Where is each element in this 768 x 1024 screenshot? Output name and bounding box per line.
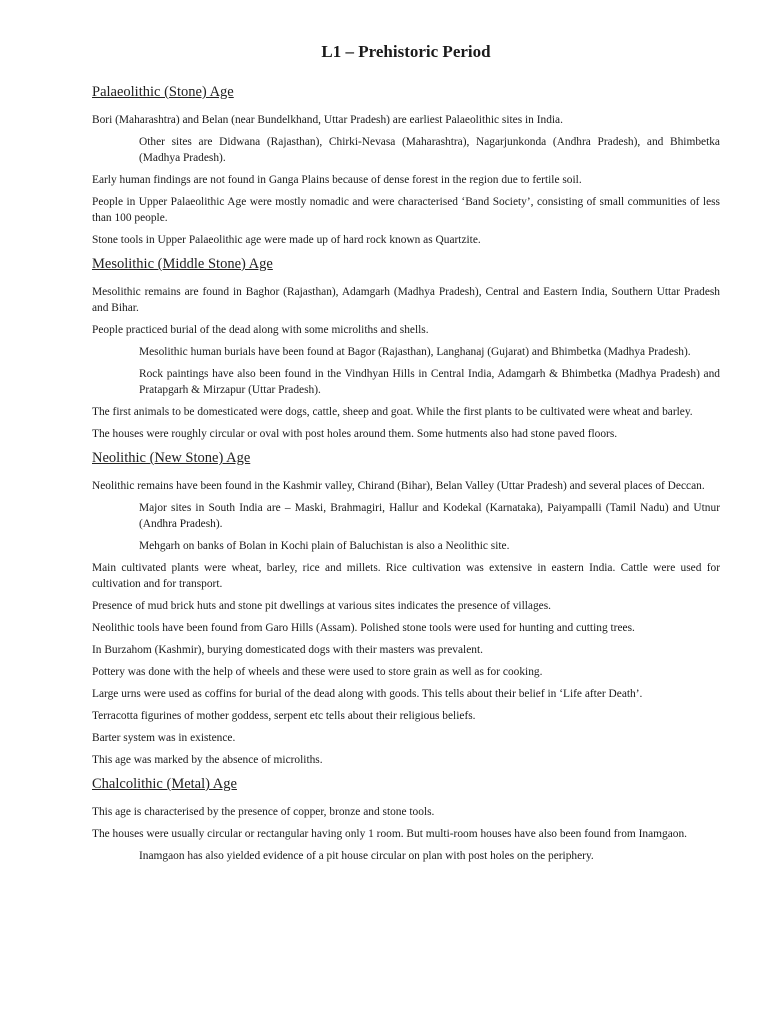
indented-paragraph: Other sites are Didwana (Rajasthan), Chirki-Nevasa (Maharashtra), Nagarjunkonda (Andhra Pradesh), and Bhimbetka (Madhya Pradesh). xyxy=(139,136,720,164)
paragraph: People in Upper Palaeolithic Age were mostly nomadic and were characterised ‘Band Society’, consisting of small communities of less than 100 people. xyxy=(92,196,720,224)
paragraph: Mesolithic remains are found in Baghor (Rajasthan), Adamgarh (Madhya Pradesh), Central and Eastern India, Southern Uttar Pradesh and Bihar. xyxy=(92,286,720,314)
paragraph: Neolithic tools have been found from Garo Hills (Assam). Polished stone tools were used for hunting and cutting trees. xyxy=(92,622,635,634)
paragraph: Stone tools in Upper Palaeolithic age were made up of hard rock known as Quartzite. xyxy=(92,234,481,246)
paragraph: Barter system was in existence. xyxy=(92,732,236,744)
section-heading: Neolithic (New Stone) Age xyxy=(92,450,251,466)
paragraph: This age is characterised by the presence of copper, bronze and stone tools. xyxy=(92,806,435,818)
paragraph: Early human findings are not found in Ganga Plains because of dense forest in the region due to fertile soil. xyxy=(92,174,582,186)
paragraph: Pottery was done with the help of wheels and these were used to store grain as well as for cooking. xyxy=(92,666,543,678)
indented-paragraph: Rock paintings have also been found in the Vindhyan Hills in Central India, Adamgarh & Bhimbetka (Madhya Pradesh) and Pratapgarh & Mirzapur (Uttar Pradesh). xyxy=(139,368,720,396)
paragraph: Main cultivated plants were wheat, barley, rice and millets. Rice cultivation was extensive in eastern India. Cattle were used for cultivation and for transport. xyxy=(92,562,720,590)
indented-paragraph: Mehgarh on banks of Bolan in Kochi plain of Baluchistan is also a Neolithic site. xyxy=(139,540,510,552)
paragraph: Presence of mud brick huts and stone pit dwellings at various sites indicates the presence of villages. xyxy=(92,600,551,612)
paragraph: The houses were roughly circular or oval with post holes around them. Some hutments also had stone paved floors. xyxy=(92,428,618,440)
paragraph: The first animals to be domesticated were dogs, cattle, sheep and goat. While the first plants to be cultivated were wheat and barley. xyxy=(92,406,693,418)
section-heading: Mesolithic (Middle Stone) Age xyxy=(92,256,273,272)
section-mesolithic xyxy=(92,256,720,442)
paragraph: Bori (Maharashtra) and Belan (near Bundelkhand, Uttar Pradesh) are earliest Palaeolithic sites in India. xyxy=(92,114,563,126)
section-chalcolithic xyxy=(92,776,720,864)
paragraph: Terracotta figurines of mother goddess, serpent etc tells about their religious beliefs. xyxy=(92,710,476,722)
indented-paragraph: Mesolithic human burials have been found at Bagor (Rajasthan), Langhanaj (Gujarat) and Bhimbetka (Madhya Pradesh). xyxy=(139,346,691,358)
section-palaeolithic xyxy=(92,84,720,248)
paragraph: This age was marked by the absence of microliths. xyxy=(92,754,323,766)
paragraph: In Burzahom (Kashmir), burying domesticated dogs with their masters was prevalent. xyxy=(92,644,483,656)
paragraph: The houses were usually circular or rectangular having only 1 room. But multi-room houses have also been found from Inamgaon. xyxy=(92,828,687,840)
document-title: L1 – Prehistoric Period xyxy=(321,42,491,61)
indented-paragraph: Major sites in South India are – Maski, Brahmagiri, Hallur and Kodekal (Karnataka), Paiyampalli (Tamil Nadu) and Utnur (Andhra Pradesh). xyxy=(139,502,720,530)
paragraph: Neolithic remains have been found in the Kashmir valley, Chirand (Bihar), Belan Valley (Uttar Pradesh) and several places of Deccan. xyxy=(92,480,705,492)
paragraph: Large urns were used as coffins for burial of the dead along with goods. This tells about their belief in ‘Life after Death’. xyxy=(92,688,643,700)
section-heading: Chalcolithic (Metal) Age xyxy=(92,776,237,792)
paragraph: People practiced burial of the dead along with some microliths and shells. xyxy=(92,324,429,336)
section-heading: Palaeolithic (Stone) Age xyxy=(92,84,234,100)
indented-paragraph: Inamgaon has also yielded evidence of a pit house circular on plan with post holes on the periphery. xyxy=(139,850,594,862)
section-neolithic xyxy=(92,450,720,768)
